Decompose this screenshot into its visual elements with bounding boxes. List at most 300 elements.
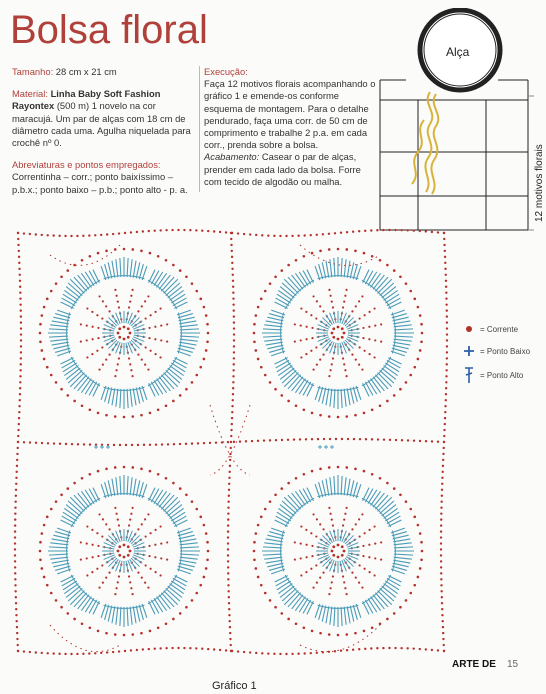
joining-chain-dot — [267, 652, 269, 654]
petal-stitch — [365, 271, 373, 285]
joining-chain-dot — [228, 495, 230, 497]
outer-chain-dot — [97, 412, 100, 415]
spoke-chain-dot — [101, 535, 103, 537]
joining-chain-dot — [58, 653, 60, 655]
spoke-chain-dot — [130, 369, 132, 371]
spoke-chain-dot — [315, 346, 317, 348]
spoke-chain-dot — [359, 535, 361, 537]
joining-chain-dot — [233, 345, 235, 347]
joining-chain-dot — [419, 648, 421, 650]
outer-chain-dot — [319, 250, 322, 253]
execution-paragraph — [204, 66, 378, 188]
joining-chain-dot — [441, 477, 443, 479]
petal-stitch — [350, 480, 354, 496]
spoke-chain-dot — [80, 340, 82, 342]
joining-chain-dot — [443, 244, 445, 246]
petal-stitch — [127, 476, 128, 495]
outer-chain-dot — [255, 532, 258, 535]
joining-chain-dot — [14, 548, 16, 550]
joining-chain-dot — [148, 230, 150, 232]
outer-chain-dot — [140, 632, 143, 635]
spoke-chain-dot — [315, 564, 317, 566]
joining-chain-dot — [443, 435, 445, 437]
petal-stitch — [52, 342, 69, 345]
spoke-chain-dot — [154, 326, 156, 328]
petal-stitch — [171, 294, 185, 303]
petal-stitch — [350, 262, 354, 278]
joining-chain-dot — [88, 234, 90, 236]
outer-chain-dot — [73, 482, 76, 485]
spoke-chain-dot — [331, 581, 333, 583]
joining-chain-dot — [230, 232, 232, 234]
petal-stitch — [112, 388, 115, 405]
joining-chain-dot — [394, 229, 396, 231]
spoke-chain-dot — [166, 541, 168, 543]
joining-chain-dot — [275, 439, 277, 441]
joining-chain-dot — [279, 235, 281, 237]
joining-chain-dot — [440, 530, 442, 532]
joining-chain-dot — [18, 256, 20, 258]
outer-chain-dot — [253, 340, 256, 343]
outer-chain-dot — [345, 415, 348, 418]
joining-chain-dot — [14, 518, 16, 520]
outer-chain-dot — [46, 298, 49, 301]
spoke-chain-dot — [345, 289, 347, 291]
outer-chain-dot — [89, 626, 92, 629]
outer-chain-dot — [421, 550, 424, 553]
petal-stitch — [326, 479, 329, 496]
joining-chain-dot — [16, 638, 18, 640]
petal-stitch — [154, 380, 163, 394]
petal-stitch — [120, 476, 121, 495]
outer-chain-dot — [253, 550, 256, 553]
joining-chain-dot — [371, 438, 373, 440]
single-crochet-mark — [100, 445, 104, 449]
petal-stitch — [179, 345, 195, 349]
joining-chain-dot — [273, 235, 275, 237]
spoke-chain-dot — [312, 295, 314, 297]
petal-stitch — [133, 388, 136, 405]
joining-chain-dot — [233, 333, 235, 335]
outer-chain-dot — [207, 332, 210, 335]
petal-stitch — [50, 325, 68, 327]
spoke-chain-dot — [86, 542, 88, 544]
outer-chain-dot — [405, 599, 408, 602]
joining-chain-dot — [231, 262, 233, 264]
spoke-chain-dot — [145, 535, 147, 537]
center-chain-dot — [337, 556, 340, 559]
center-chain-dot — [123, 556, 126, 559]
joining-chain-dot — [209, 442, 211, 444]
spoke-chain-dot — [306, 338, 308, 340]
petal-stitch — [49, 554, 68, 555]
spoke-chain-dot — [145, 317, 147, 319]
outer-chain-dot — [206, 558, 209, 561]
joining-chain-dot — [233, 339, 235, 341]
outer-chain-dot — [419, 567, 422, 570]
outer-chain-dot — [420, 340, 423, 343]
joining-chain-dot — [41, 442, 43, 444]
petal-stitch — [263, 336, 282, 337]
petal-stitch — [393, 342, 410, 345]
joining-chain-dot — [440, 536, 442, 538]
outer-chain-dot — [417, 576, 420, 579]
petal-stitch — [173, 516, 187, 524]
spoke-chain-dot — [344, 369, 346, 371]
petal-stitch — [133, 479, 136, 496]
joining-chain-dot — [261, 234, 263, 236]
joining-chain-dot — [47, 234, 49, 236]
joining-chain-dot — [14, 554, 16, 556]
petal-stitch — [50, 543, 68, 545]
spoke-chain-dot — [145, 346, 147, 348]
petal-stitch — [136, 262, 140, 278]
spoke-chain-dot — [101, 346, 103, 348]
outer-chain-dot — [371, 473, 374, 476]
petal-stitch — [108, 480, 112, 496]
petal-stitch — [116, 259, 118, 277]
joining-chain-dot — [431, 440, 433, 442]
joining-chain-dot — [442, 638, 444, 640]
joining-chain-dot — [269, 439, 271, 441]
joining-chain-dot — [171, 229, 173, 231]
joining-chain-dot — [171, 647, 173, 649]
joining-chain-dot — [219, 231, 221, 233]
joining-chain-dot — [233, 309, 235, 311]
joining-chain-dot — [227, 441, 229, 443]
petal-stitch — [179, 563, 195, 567]
outer-chain-dot — [206, 541, 209, 544]
joining-chain-dot — [232, 297, 234, 299]
joining-chain-dot — [446, 321, 448, 323]
handle-label: Alça — [446, 45, 470, 59]
spoke-chain-dot — [96, 532, 98, 534]
spoke-chain-dot — [294, 558, 296, 560]
outer-chain-dot — [269, 381, 272, 384]
joining-chain-dot — [20, 321, 22, 323]
petal-stitch — [330, 259, 332, 277]
joining-chain-dot — [340, 232, 342, 234]
spoke-chain-dot — [319, 523, 321, 525]
outer-chain-dot — [257, 358, 260, 361]
spoke-chain-dot — [351, 572, 353, 574]
outer-chain-dot — [274, 388, 277, 391]
joining-chain-dot — [229, 626, 231, 628]
spoke-chain-dot — [312, 586, 314, 588]
spoke-chain-dot — [118, 575, 120, 577]
spoke-chain-dot — [141, 523, 143, 525]
outer-chain-dot — [413, 366, 416, 369]
spoke-chain-dot — [294, 323, 296, 325]
outer-chain-dot — [399, 493, 402, 496]
petal-stitch — [322, 262, 326, 278]
petal-stitch — [62, 578, 76, 586]
spoke-chain-dot — [328, 375, 330, 377]
spoke-chain-dot — [105, 523, 107, 525]
petal-stitch — [53, 317, 69, 321]
joining-chain-dot — [352, 648, 354, 650]
petal-stitch — [350, 388, 354, 404]
spoke-chain-dot — [150, 314, 152, 316]
outer-chain-dot — [165, 259, 168, 262]
outer-chain-dot — [287, 482, 290, 485]
spoke-chain-dot — [311, 545, 313, 547]
joining-chain-dot — [440, 524, 442, 526]
joining-chain-dot — [249, 651, 251, 653]
joining-chain-dot — [445, 399, 447, 401]
spoke-chain-dot — [160, 324, 162, 326]
joining-chain-dot — [23, 232, 25, 234]
joining-chain-dot — [14, 590, 16, 592]
spoke-chain-dot — [305, 311, 307, 313]
spoke-chain-dot — [294, 340, 296, 342]
spoke-chain-dot — [128, 357, 130, 359]
joining-chain-dot — [227, 501, 229, 503]
legend-double-crochet-label: = Ponto Alto — [480, 371, 524, 380]
joining-chain-dot — [19, 369, 21, 371]
outer-chain-dot — [81, 259, 84, 262]
joining-chain-dot — [413, 440, 415, 442]
spoke-chain-dot — [351, 354, 353, 356]
materials-column — [12, 66, 192, 200]
outer-chain-dot — [123, 248, 126, 251]
spoke-chain-dot — [91, 311, 93, 313]
single-crochet-mark — [330, 445, 334, 449]
outer-chain-dot — [371, 255, 374, 258]
spoke-chain-dot — [98, 295, 100, 297]
spoke-chain-dot — [86, 574, 88, 576]
joining-chain-dot — [285, 653, 287, 655]
spoke-chain-dot — [141, 577, 143, 579]
spoke-chain-dot — [154, 529, 156, 531]
center-chain-dot — [341, 336, 344, 339]
joining-chain-dot — [18, 423, 20, 425]
joining-chain-dot — [201, 230, 203, 232]
spoke-chain-dot — [344, 295, 346, 297]
spoke-chain-dot — [148, 327, 150, 329]
outer-chain-dot — [280, 269, 283, 272]
joining-chain-dot — [177, 229, 179, 231]
spoke-chain-dot — [159, 525, 161, 527]
spoke-chain-dot — [147, 368, 149, 370]
petal-stitch — [368, 598, 377, 612]
petal-stitch — [173, 578, 187, 586]
spoke-chain-dot — [368, 529, 370, 531]
petal-stitch — [322, 606, 326, 622]
outer-chain-dot — [60, 388, 63, 391]
outer-chain-dot — [203, 358, 206, 361]
joining-chain-dot — [334, 232, 336, 234]
joining-chain-dot — [291, 653, 293, 655]
outer-chain-dot — [179, 269, 182, 272]
petal-stitch — [89, 382, 97, 396]
spoke-chain-dot — [312, 368, 314, 370]
outer-chain-dot — [337, 416, 340, 419]
outer-chain-dot — [165, 404, 168, 407]
spoke-chain-dot — [343, 363, 345, 365]
outer-chain-dot — [191, 381, 194, 384]
outer-chain-dot — [420, 541, 423, 544]
petal-stitch — [180, 543, 198, 545]
joining-chain-dot — [14, 578, 16, 580]
joining-chain-dot — [179, 443, 181, 445]
joining-chain-dot — [131, 444, 133, 446]
spoke-chain-dot — [141, 305, 143, 307]
joining-chain-dot — [83, 443, 85, 445]
spoke-chain-dot — [92, 556, 94, 558]
joining-chain-dot — [89, 443, 91, 445]
outer-chain-dot — [295, 259, 298, 262]
joining-chain-dot — [261, 652, 263, 654]
outer-chain-dot — [55, 282, 58, 285]
joining-chain-dot — [225, 231, 227, 233]
outer-chain-dot — [105, 414, 108, 417]
joining-chain-dot — [440, 578, 442, 580]
spoke-chain-dot — [145, 564, 147, 566]
spoke-chain-dot — [102, 581, 104, 583]
joining-chain-dot — [228, 620, 230, 622]
joining-chain-dot — [228, 483, 230, 485]
outer-chain-dot — [66, 394, 69, 397]
outer-chain-dot — [257, 524, 260, 527]
joining-chain-dot — [29, 233, 31, 235]
joining-chain-dot — [19, 280, 21, 282]
joining-chain-dot — [23, 650, 25, 652]
outer-chain-dot — [303, 626, 306, 629]
joining-chain-dot — [177, 647, 179, 649]
outer-chain-dot — [149, 252, 152, 255]
outer-chain-dot — [260, 298, 263, 301]
spoke-chain-dot — [129, 581, 131, 583]
outer-chain-dot — [363, 252, 366, 255]
spoke-chain-dot — [115, 295, 117, 297]
joining-chain-dot — [17, 441, 19, 443]
center-chain-dot — [118, 336, 121, 339]
outer-chain-dot — [354, 414, 357, 417]
outer-chain-dot — [280, 487, 283, 490]
joining-chain-dot — [189, 229, 191, 231]
petal-stitch — [347, 479, 350, 496]
joining-chain-dot — [267, 234, 269, 236]
joining-chain-dot — [297, 235, 299, 237]
outer-chain-dot — [185, 493, 188, 496]
joining-chain-dot — [197, 442, 199, 444]
outer-chain-dot — [413, 298, 416, 301]
spoke-chain-dot — [86, 557, 88, 559]
outer-chain-dot — [264, 290, 267, 293]
outer-chain-dot — [55, 599, 58, 602]
outer-chain-dot — [41, 532, 44, 535]
joining-chain-dot — [346, 649, 348, 651]
petal-stitch — [263, 554, 282, 555]
joining-chain-dot — [52, 234, 54, 236]
petal-stitch — [334, 607, 335, 626]
spoke-chain-dot — [328, 289, 330, 291]
spoke-chain-dot — [332, 575, 334, 577]
petal-stitch — [326, 388, 329, 405]
petal-stitch — [368, 380, 377, 394]
size-line — [12, 66, 192, 78]
spoke-chain-dot — [102, 300, 104, 302]
joining-chain-dot — [445, 393, 447, 395]
joining-chain-dot — [287, 439, 289, 441]
joining-chain-dot — [227, 590, 229, 592]
joining-chain-dot — [20, 315, 22, 317]
center-chain-dot — [343, 332, 346, 335]
joining-chain-dot — [20, 351, 22, 353]
joining-chain-dot — [14, 584, 16, 586]
outer-chain-dot — [50, 374, 53, 377]
spoke-chain-dot — [342, 357, 344, 359]
outer-chain-dot — [206, 323, 209, 326]
outer-chain-dot — [114, 633, 117, 636]
joining-chain-dot — [443, 238, 445, 240]
joining-chain-dot — [53, 442, 55, 444]
petal-stitch — [151, 382, 159, 396]
joining-chain-dot — [35, 233, 37, 235]
spoke-chain-dot — [300, 542, 302, 544]
joining-chain-dot — [94, 234, 96, 236]
joining-chain-dot — [165, 647, 167, 649]
spoke-chain-dot — [329, 369, 331, 371]
joining-chain-dot — [239, 440, 241, 442]
joining-chain-dot — [20, 327, 22, 329]
joining-chain-dot — [394, 647, 396, 649]
outer-chain-dot — [303, 473, 306, 476]
joining-chain-dot — [443, 441, 445, 443]
single-crochet-mark — [318, 445, 322, 449]
center-chain-dot — [332, 554, 335, 557]
petal-stitch — [267, 345, 283, 349]
petal-stitch — [154, 272, 163, 286]
spoke-chain-dot — [315, 535, 317, 537]
joining-chain-dot — [203, 442, 205, 444]
material-text: (500 m) 1 novelo na cor maracujá. Um par de alças com 18 cm de diâmetro cada uma. Agulha niquelada para crochê nº 0. — [12, 100, 191, 149]
outer-chain-dot — [73, 400, 76, 403]
joining-chain-dot — [118, 232, 120, 234]
joining-chain-dot — [442, 465, 444, 467]
spoke-chain-dot — [101, 564, 103, 566]
spoke-chain-dot — [154, 338, 156, 340]
outer-chain-dot — [393, 612, 396, 615]
spoke-chain-dot — [102, 363, 104, 365]
page-title: Bolsa floral — [10, 8, 208, 52]
center-chain-dot — [332, 336, 335, 339]
spoke-chain-dot — [144, 518, 146, 520]
joining-chain-dot — [322, 233, 324, 235]
spoke-chain-dot — [159, 356, 161, 358]
petal-stitch — [180, 325, 198, 327]
outer-chain-dot — [123, 416, 126, 419]
center-chain-dot — [118, 327, 121, 330]
spoke-chain-dot — [364, 314, 366, 316]
outer-chain-dot — [205, 349, 208, 352]
spoke-chain-dot — [108, 572, 110, 574]
spoke-chain-dot — [108, 310, 110, 312]
petal-stitch — [344, 259, 346, 277]
petal-stitch — [387, 578, 401, 586]
outer-chain-dot — [172, 618, 175, 621]
joining-chain-dot — [94, 652, 96, 654]
joining-chain-dot — [443, 644, 445, 646]
joining-chain-dot — [446, 339, 448, 341]
outer-chain-dot — [50, 290, 53, 293]
joining-chain-dot — [228, 471, 230, 473]
joining-chain-dot — [124, 232, 126, 234]
outer-chain-dot — [311, 470, 314, 473]
petal-stitch — [303, 271, 311, 285]
outer-chain-dot — [195, 592, 198, 595]
